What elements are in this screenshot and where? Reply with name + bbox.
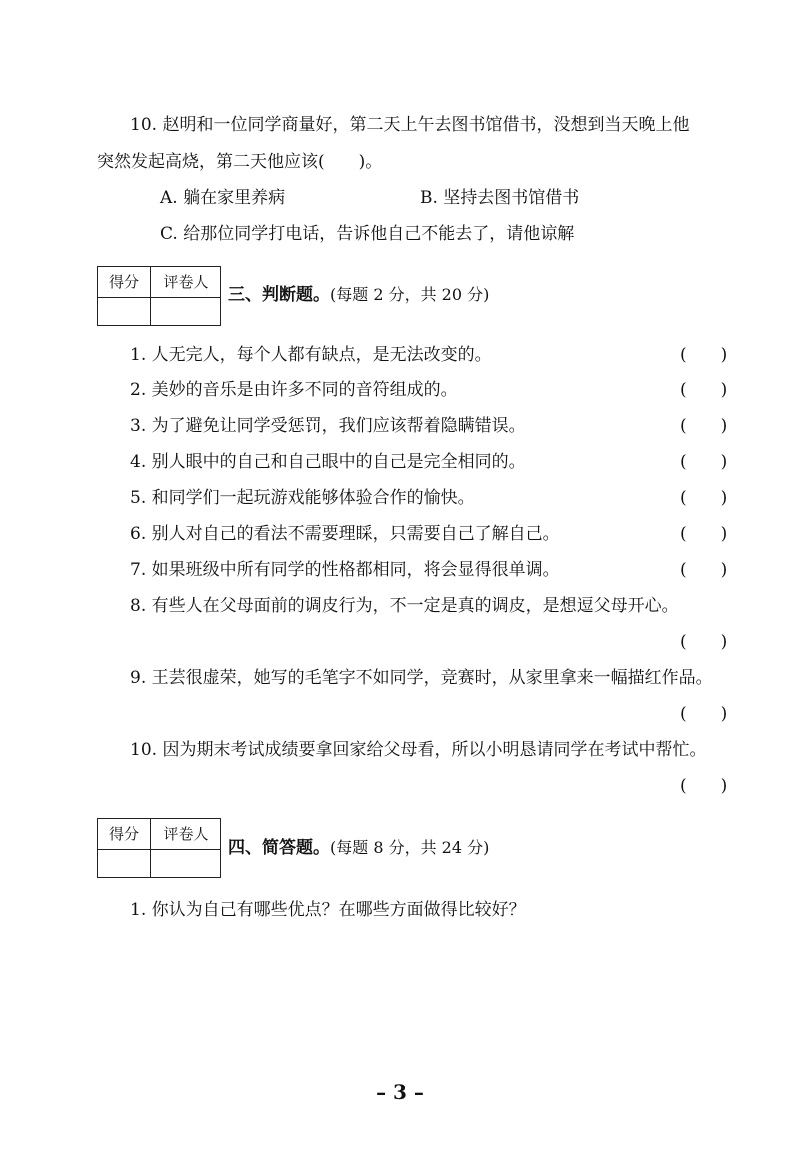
q10-option-a: A. 躺在家里养病 [160, 188, 286, 208]
judge-item-8: 8. 有些人在父母面前的调皮行为，不一定是真的调皮，是想逗父母开心。 [130, 596, 679, 616]
q10-option-c: C. 给那位同学打电话，告诉他自己不能去了，请他谅解 [160, 224, 575, 244]
judge-item-10: 10. 因为期末考试成绩要拿回家给父母看，所以小明恳请同学在考试中帮忙。 [130, 740, 707, 760]
short-answer-q1: 1. 你认为自己有哪些优点？在哪些方面做得比较好？ [130, 900, 526, 920]
section3-note: (每题 2 分，共 20 分) [330, 285, 490, 304]
judge-answer-2: ( ) [680, 380, 728, 400]
judge-answer-5: ( ) [680, 488, 728, 508]
judge-item-3: 3. 为了避免让同学受惩罚，我们应该帮着隐瞒错误。 [130, 416, 526, 436]
score-box-section3 [97, 266, 221, 326]
section4-title [228, 836, 489, 860]
score-box-section4 [97, 818, 221, 878]
section3-title [228, 283, 489, 307]
section3-title-text: 三、判断题。 [228, 285, 330, 305]
judge-item-9: 9. 王芸很虚荣，她写的毛笔字不如同学，竞赛时，从家里拿来一幅描红作品。 [130, 668, 713, 688]
judge-item-2: 2. 美妙的音乐是由许多不同的音符组成的。 [130, 380, 458, 400]
judge-item-4: 4. 别人眼中的自己和自己眼中的自己是完全相同的。 [130, 452, 526, 472]
score-label: 得分 [108, 825, 139, 843]
q10-option-b: B. 坚持去图书馆借书 [420, 188, 580, 208]
judge-answer-9: ( ) [680, 704, 728, 724]
section4-note: (每题 8 分，共 24 分) [330, 838, 490, 857]
judge-item-7: 7. 如果班级中所有同学的性格都相同，将会显得很单调。 [130, 560, 560, 580]
judge-answer-6: ( ) [680, 524, 728, 544]
section4-title-text: 四、简答题。 [228, 838, 330, 858]
judge-item-1: 1. 人无完人，每个人都有缺点，是无法改变的。 [130, 345, 492, 365]
score-label: 得分 [108, 273, 139, 291]
judge-item-6: 6. 别人对自己的看法不需要理睬，只需要自己了解自己。 [130, 524, 560, 544]
judge-answer-1: ( ) [680, 345, 728, 365]
judge-answer-4: ( ) [680, 452, 728, 472]
grader-label: 评卷人 [163, 273, 209, 291]
judge-answer-10: ( ) [680, 776, 728, 796]
grader-label: 评卷人 [163, 825, 209, 843]
judge-answer-7: ( ) [680, 560, 728, 580]
judge-answer-3: ( ) [680, 416, 728, 436]
judge-item-5: 5. 和同学们一起玩游戏能够体验合作的愉快。 [130, 488, 475, 508]
q10-line1: 10. 赵明和一位同学商量好，第二天上午去图书馆借书，没想到当天晚上他 [130, 115, 690, 135]
judge-answer-8: ( ) [680, 632, 728, 652]
q10-line2: 突然发起高烧，第二天他应该( )。 [97, 152, 383, 172]
page-number: – 3 – [376, 1080, 424, 1104]
